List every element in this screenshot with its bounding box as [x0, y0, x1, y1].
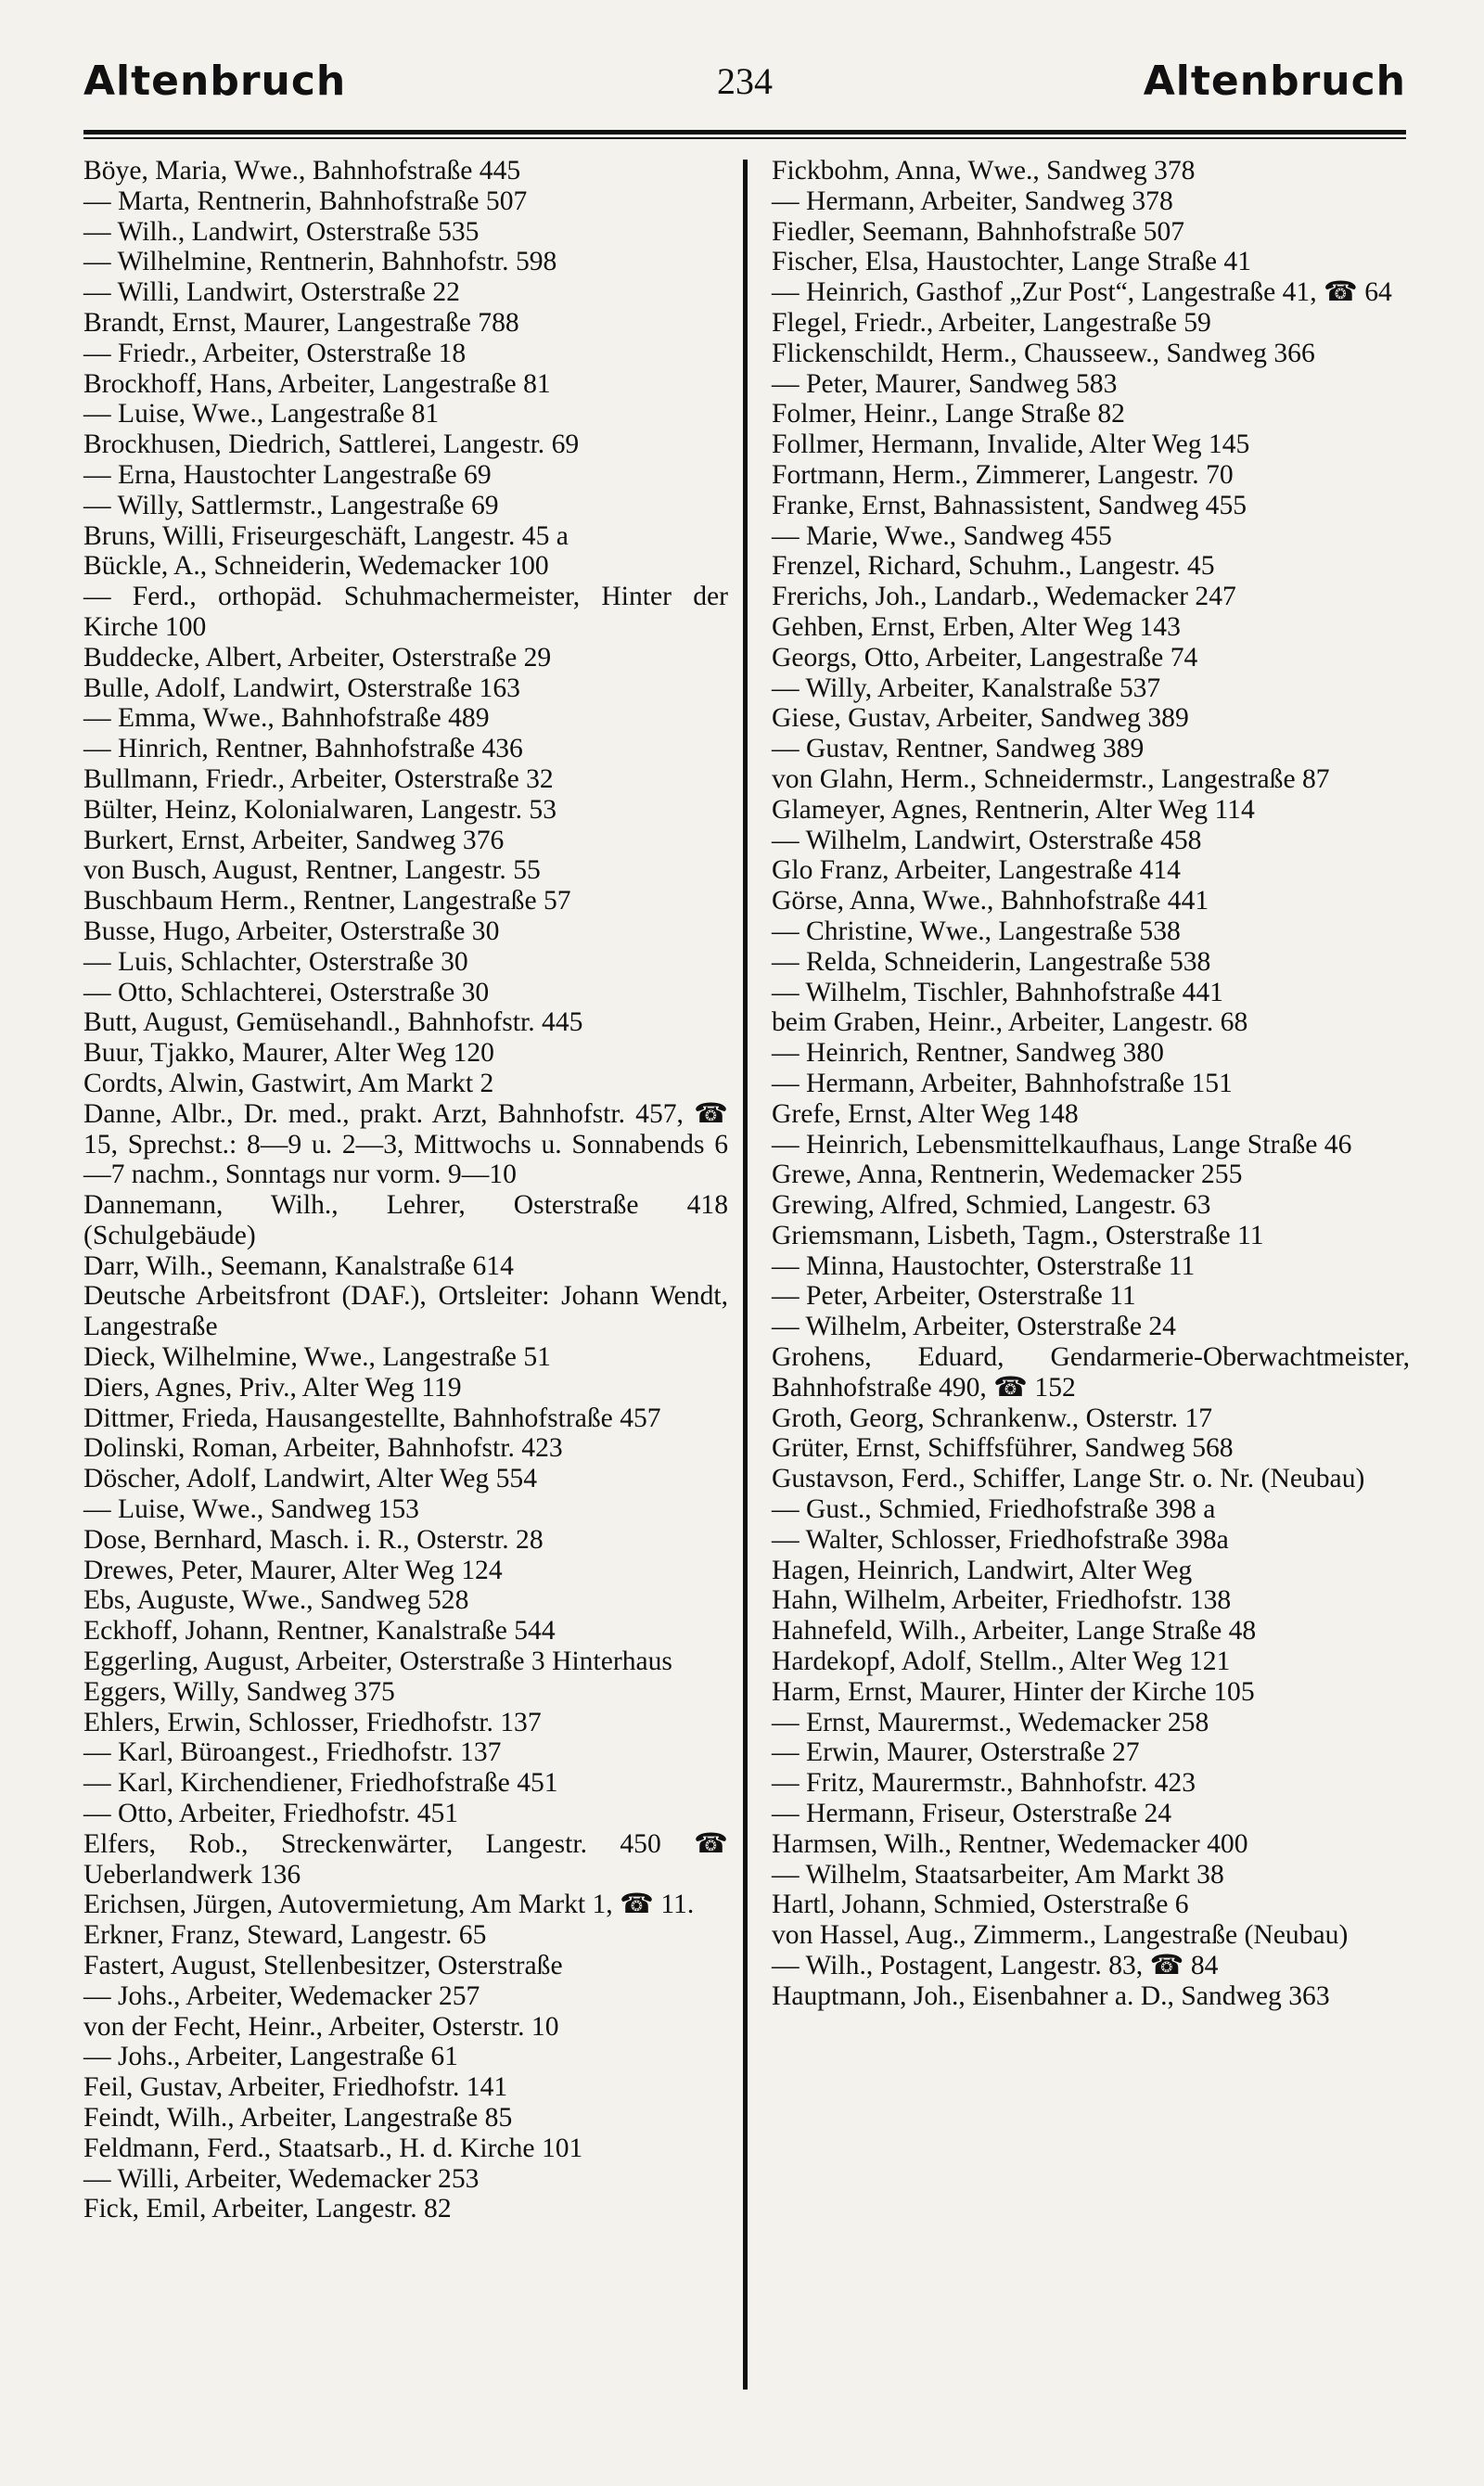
directory-entry: Ebs, Auguste, Wwe., Sandweg 528 — [83, 1585, 469, 1616]
directory-entry: Feindt, Wilh., Arbeiter, Langestraße 85 — [83, 2103, 513, 2133]
directory-entry: Görse, Anna, Wwe., Bahnhofstraße 441 — [772, 886, 1209, 916]
directory-entry: von Busch, August, Rentner, Langestr. 55 — [83, 855, 541, 886]
directory-entry: Böye, Maria, Wwe., Bahnhofstraße 445 — [83, 156, 521, 186]
directory-entry: Brandt, Ernst, Maurer, Langestraße 788 — [83, 307, 519, 338]
directory-entry: Erkner, Franz, Steward, Langestr. 65 — [83, 1920, 487, 1951]
directory-entry: von Glahn, Herm., Schneidermstr., Langestraße 87 — [772, 763, 1330, 794]
directory-entry: Brockhoff, Hans, Arbeiter, Langestraße 81 — [83, 368, 551, 399]
directory-entry: Follmer, Hermann, Invalide, Alter Weg 145 — [772, 429, 1250, 460]
directory-entry: Dose, Bernhard, Masch. i. R., Osterstr. 28 — [83, 1524, 544, 1555]
directory-entry: Danne, Albr., Dr. med., prakt. Arzt, Bahnhofstr. 457, ☎ 15, Sprechst.: 8—9 u. 2—3, Mittwochs u. Sonnabends 6—7 nachm., Sonntags nur vorm. 9—10 — [83, 1098, 728, 1190]
directory-entry: Darr, Wilh., Seemann, Kanalstraße 614 — [83, 1250, 514, 1281]
directory-entry: Bruns, Willi, Friseurgeschäft, Langestr. 45 a — [83, 520, 569, 551]
directory-entry: Gustavson, Ferd., Schiffer, Lange Str. o. Nr. (Neubau) — [772, 1464, 1365, 1494]
directory-entry: — Otto, Schlachterei, Osterstraße 30 — [83, 977, 490, 1007]
directory-entry: — Luise, Wwe., Langestraße 81 — [83, 399, 440, 429]
directory-entry: Bückle, A., Schneiderin, Wedemacker 100 — [83, 551, 549, 582]
directory-entry: Brockhusen, Diedrich, Sattlerei, Langestr. 69 — [83, 429, 580, 460]
directory-entry: Drewes, Peter, Maurer, Alter Weg 124 — [83, 1555, 503, 1585]
directory-entry: Eggers, Willy, Sandweg 375 — [83, 1676, 395, 1707]
directory-entry: Georgs, Otto, Arbeiter, Langestraße 74 — [772, 642, 1198, 673]
directory-entry: Buur, Tjakko, Maurer, Alter Weg 120 — [83, 1038, 494, 1069]
directory-entry: — Relda, Schneiderin, Langestraße 538 — [772, 946, 1211, 977]
directory-entry: Frenzel, Richard, Schuhm., Langestr. 45 — [772, 551, 1215, 582]
directory-entry: — Ferd., orthopäd. Schuhmachermeister, Hinter der Kirche 100 — [83, 582, 728, 642]
directory-entry: Bulle, Adolf, Landwirt, Osterstraße 163 — [83, 673, 520, 703]
running-head-right: Altenbruch — [1143, 58, 1406, 105]
directory-entry: Feil, Gustav, Arbeiter, Friedhofstr. 141 — [83, 2072, 508, 2103]
directory-entry: Glo Franz, Arbeiter, Langestraße 414 — [772, 855, 1181, 886]
directory-entry: — Friedr., Arbeiter, Osterstraße 18 — [83, 338, 467, 368]
right-column — [772, 156, 1410, 2012]
directory-entry: — Minna, Haustochter, Osterstraße 11 — [772, 1250, 1196, 1281]
directory-entry: Bülter, Heinz, Kolonialwaren, Langestr. 53 — [83, 794, 556, 825]
directory-entry: Flickenschildt, Herm., Chausseew., Sandweg 366 — [772, 338, 1315, 368]
directory-entry: Gehben, Ernst, Erben, Alter Weg 143 — [772, 611, 1181, 642]
directory-entry: — Willy, Arbeiter, Kanalstraße 537 — [772, 673, 1161, 703]
directory-entry: — Ernst, Maurermst., Wedemacker 258 — [772, 1707, 1209, 1737]
column-divider — [743, 160, 748, 2390]
header-rule-thick — [83, 130, 1406, 135]
directory-entry: Deutsche Arbeitsfront (DAF.), Ortsleiter: Johann Wendt, Langestraße — [83, 1281, 728, 1342]
directory-entry: beim Graben, Heinr., Arbeiter, Langestr. 68 — [772, 1007, 1248, 1038]
directory-entry: — Heinrich, Rentner, Sandweg 380 — [772, 1038, 1164, 1069]
directory-entry: — Otto, Arbeiter, Friedhofstr. 451 — [83, 1799, 459, 1829]
left-column — [83, 156, 728, 2224]
directory-entry: Fiedler, Seemann, Bahnhofstraße 507 — [772, 216, 1185, 247]
directory-entry: — Willi, Landwirt, Osterstraße 22 — [83, 277, 460, 308]
directory-entry: Grohens, Eduard, Gendarmerie-Oberwachtmeister, Bahnhofstraße 490, ☎ 152 — [772, 1342, 1410, 1403]
directory-entry: Elfers, Rob., Streckenwärter, Langestr. 450 ☎ Ueberlandwerk 136 — [83, 1828, 728, 1890]
directory-entry: von der Fecht, Heinr., Arbeiter, Osterstr. 10 — [83, 2011, 559, 2042]
directory-entry: — Erwin, Maurer, Osterstraße 27 — [772, 1737, 1140, 1768]
running-head-left: Altenbruch — [83, 58, 347, 105]
directory-entry: — Wilhelm, Landwirt, Osterstraße 458 — [772, 825, 1202, 855]
directory-entry: Giese, Gustav, Arbeiter, Sandweg 389 — [772, 703, 1189, 734]
directory-entry: Fischer, Elsa, Haustochter, Lange Straße 41 — [772, 247, 1252, 277]
directory-entry: Butt, August, Gemüsehandl., Bahnhofstr. 445 — [83, 1007, 583, 1038]
directory-entry: — Peter, Arbeiter, Osterstraße 11 — [772, 1281, 1136, 1312]
directory-entry: — Karl, Büroangest., Friedhofstr. 137 — [83, 1737, 502, 1768]
directory-entry: — Luis, Schlachter, Osterstraße 30 — [83, 946, 468, 977]
directory-entry: — Emma, Wwe., Bahnhofstraße 489 — [83, 703, 490, 734]
directory-entry: — Walter, Schlosser, Friedhofstraße 398a — [772, 1524, 1229, 1555]
directory-entry: — Marta, Rentnerin, Bahnhofstraße 507 — [83, 186, 528, 216]
directory-entry: Fick, Emil, Arbeiter, Langestr. 82 — [83, 2194, 452, 2224]
directory-entry: — Heinrich, Gasthof „Zur Post“, Langestraße 41, ☎ 64 — [772, 277, 1392, 308]
directory-entry: Diers, Agnes, Priv., Alter Weg 119 — [83, 1372, 462, 1403]
directory-entry: — Wilh., Postagent, Langestr. 83, ☎ 84 — [772, 1951, 1219, 1981]
directory-entry: Hahnefeld, Wilh., Arbeiter, Lange Straße 48 — [772, 1616, 1257, 1647]
directory-entry: Cordts, Alwin, Gastwirt, Am Markt 2 — [83, 1068, 494, 1098]
directory-entry: — Willi, Arbeiter, Wedemacker 253 — [83, 2163, 480, 2194]
directory-entry: — Wilhelm, Tischler, Bahnhofstraße 441 — [772, 977, 1223, 1007]
directory-entry: Feldmann, Ferd., Staatsarb., H. d. Kirche 101 — [83, 2133, 583, 2163]
directory-entry: Grewing, Alfred, Schmied, Langestr. 63 — [772, 1190, 1211, 1221]
directory-entry: Dannemann, Wilh., Lehrer, Osterstraße 418 (Schulgebäude) — [83, 1190, 728, 1250]
directory-entry: — Erna, Haustochter Langestraße 69 — [83, 459, 492, 490]
directory-entry: — Karl, Kirchendiener, Friedhofstraße 451 — [83, 1768, 558, 1799]
directory-entry: Harm, Ernst, Maurer, Hinter der Kirche 105 — [772, 1676, 1255, 1707]
directory-entry: Glameyer, Agnes, Rentnerin, Alter Weg 114 — [772, 794, 1255, 825]
directory-entry: Fastert, August, Stellenbesitzer, Osterstraße — [83, 1951, 563, 1981]
directory-entry: Fortmann, Herm., Zimmerer, Langestr. 70 — [772, 459, 1234, 490]
directory-entry: — Gustav, Rentner, Sandweg 389 — [772, 734, 1145, 764]
directory-entry: — Johs., Arbeiter, Wedemacker 257 — [83, 1980, 480, 2011]
directory-entry: — Fritz, Maurermstr., Bahnhofstr. 423 — [772, 1768, 1196, 1799]
directory-entry: — Hermann, Arbeiter, Sandweg 378 — [772, 186, 1173, 216]
directory-entry: Hahn, Wilhelm, Arbeiter, Friedhofstr. 138 — [772, 1585, 1232, 1616]
directory-entry: — Heinrich, Lebensmittelkaufhaus, Lange Straße 46 — [772, 1129, 1352, 1160]
directory-entry: Buddecke, Albert, Arbeiter, Osterstraße 29 — [83, 642, 552, 673]
directory-entry: — Hermann, Friseur, Osterstraße 24 — [772, 1799, 1172, 1829]
directory-entry: — Peter, Maurer, Sandweg 583 — [772, 368, 1118, 399]
directory-entry: Ehlers, Erwin, Schlosser, Friedhofstr. 137 — [83, 1707, 542, 1737]
directory-entry: Harmsen, Wilh., Rentner, Wedemacker 400 — [772, 1828, 1248, 1859]
directory-entry: Dolinski, Roman, Arbeiter, Bahnhofstr. 423 — [83, 1433, 563, 1464]
directory-entry: Grefe, Ernst, Alter Weg 148 — [772, 1098, 1079, 1129]
directory-entry: — Johs., Arbeiter, Langestraße 61 — [83, 2042, 458, 2072]
directory-entry: Flegel, Friedr., Arbeiter, Langestraße 59 — [772, 307, 1211, 338]
directory-entry: — Wilh., Landwirt, Osterstraße 535 — [83, 216, 480, 247]
directory-entry: Dieck, Wilhelmine, Wwe., Langestraße 51 — [83, 1342, 551, 1373]
directory-entry: Franke, Ernst, Bahnassistent, Sandweg 455 — [772, 490, 1247, 520]
directory-entry: Grewe, Anna, Rentnerin, Wedemacker 255 — [772, 1160, 1243, 1190]
directory-entry: Hagen, Heinrich, Landwirt, Alter Weg — [772, 1555, 1193, 1585]
directory-entry: — Wilhelm, Staatsarbeiter, Am Markt 38 — [772, 1859, 1224, 1890]
directory-entry: Groth, Georg, Schrankenw., Osterstr. 17 — [772, 1403, 1213, 1433]
directory-entry: Erichsen, Jürgen, Autovermietung, Am Markt 1, ☎ 11. — [83, 1890, 695, 1920]
directory-entry: — Hermann, Arbeiter, Bahnhofstraße 151 — [772, 1068, 1233, 1098]
directory-entry: — Willy, Sattlermstr., Langestraße 69 — [83, 490, 499, 520]
directory-entry: — Hinrich, Rentner, Bahnhofstraße 436 — [83, 734, 523, 764]
directory-entry: von Hassel, Aug., Zimmerm., Langestraße (Neubau) — [772, 1920, 1349, 1951]
directory-entry: Folmer, Heinr., Lange Straße 82 — [772, 399, 1125, 429]
directory-entry: Hartl, Johann, Schmied, Osterstraße 6 — [772, 1890, 1189, 1920]
directory-entry: Burkert, Ernst, Arbeiter, Sandweg 376 — [83, 825, 505, 855]
page-header — [83, 58, 1406, 113]
directory-entry: Busse, Hugo, Arbeiter, Osterstraße 30 — [83, 916, 500, 946]
directory-entry: Frerichs, Joh., Landarb., Wedemacker 247 — [772, 582, 1236, 612]
directory-entry: — Wilhelm, Arbeiter, Osterstraße 24 — [772, 1312, 1176, 1342]
directory-entry: — Gust., Schmied, Friedhofstraße 398 a — [772, 1494, 1216, 1525]
directory-entry: Grüter, Ernst, Schiffsführer, Sandweg 568 — [772, 1433, 1234, 1464]
directory-entry: — Christine, Wwe., Langestraße 538 — [772, 916, 1181, 946]
directory-entry: Buschbaum Herm., Rentner, Langestraße 57 — [83, 886, 571, 916]
directory-entry: Hardekopf, Adolf, Stellm., Alter Weg 121 — [772, 1647, 1231, 1677]
page-number: 234 — [717, 60, 773, 102]
directory-entry: Fickbohm, Anna, Wwe., Sandweg 378 — [772, 156, 1196, 186]
directory-entry: Eggerling, August, Arbeiter, Osterstraße 3 Hinterhaus — [83, 1647, 672, 1677]
directory-entry: Bullmann, Friedr., Arbeiter, Osterstraße 32 — [83, 763, 554, 794]
directory-entry: — Wilhelmine, Rentnerin, Bahnhofstr. 598 — [83, 247, 557, 277]
directory-entry: Griemsmann, Lisbeth, Tagm., Osterstraße 11 — [772, 1220, 1264, 1250]
header-rule-thin — [83, 137, 1406, 139]
directory-entry: — Marie, Wwe., Sandweg 455 — [772, 520, 1112, 551]
directory-entry: Döscher, Adolf, Landwirt, Alter Weg 554 — [83, 1464, 538, 1494]
directory-entry: Dittmer, Frieda, Hausangestellte, Bahnhofstraße 457 — [83, 1403, 661, 1433]
directory-entry: Eckhoff, Johann, Rentner, Kanalstraße 544 — [83, 1616, 556, 1647]
directory-entry: Hauptmann, Joh., Eisenbahner a. D., Sandweg 363 — [772, 1980, 1330, 2011]
directory-entry: — Luise, Wwe., Sandweg 153 — [83, 1494, 419, 1525]
